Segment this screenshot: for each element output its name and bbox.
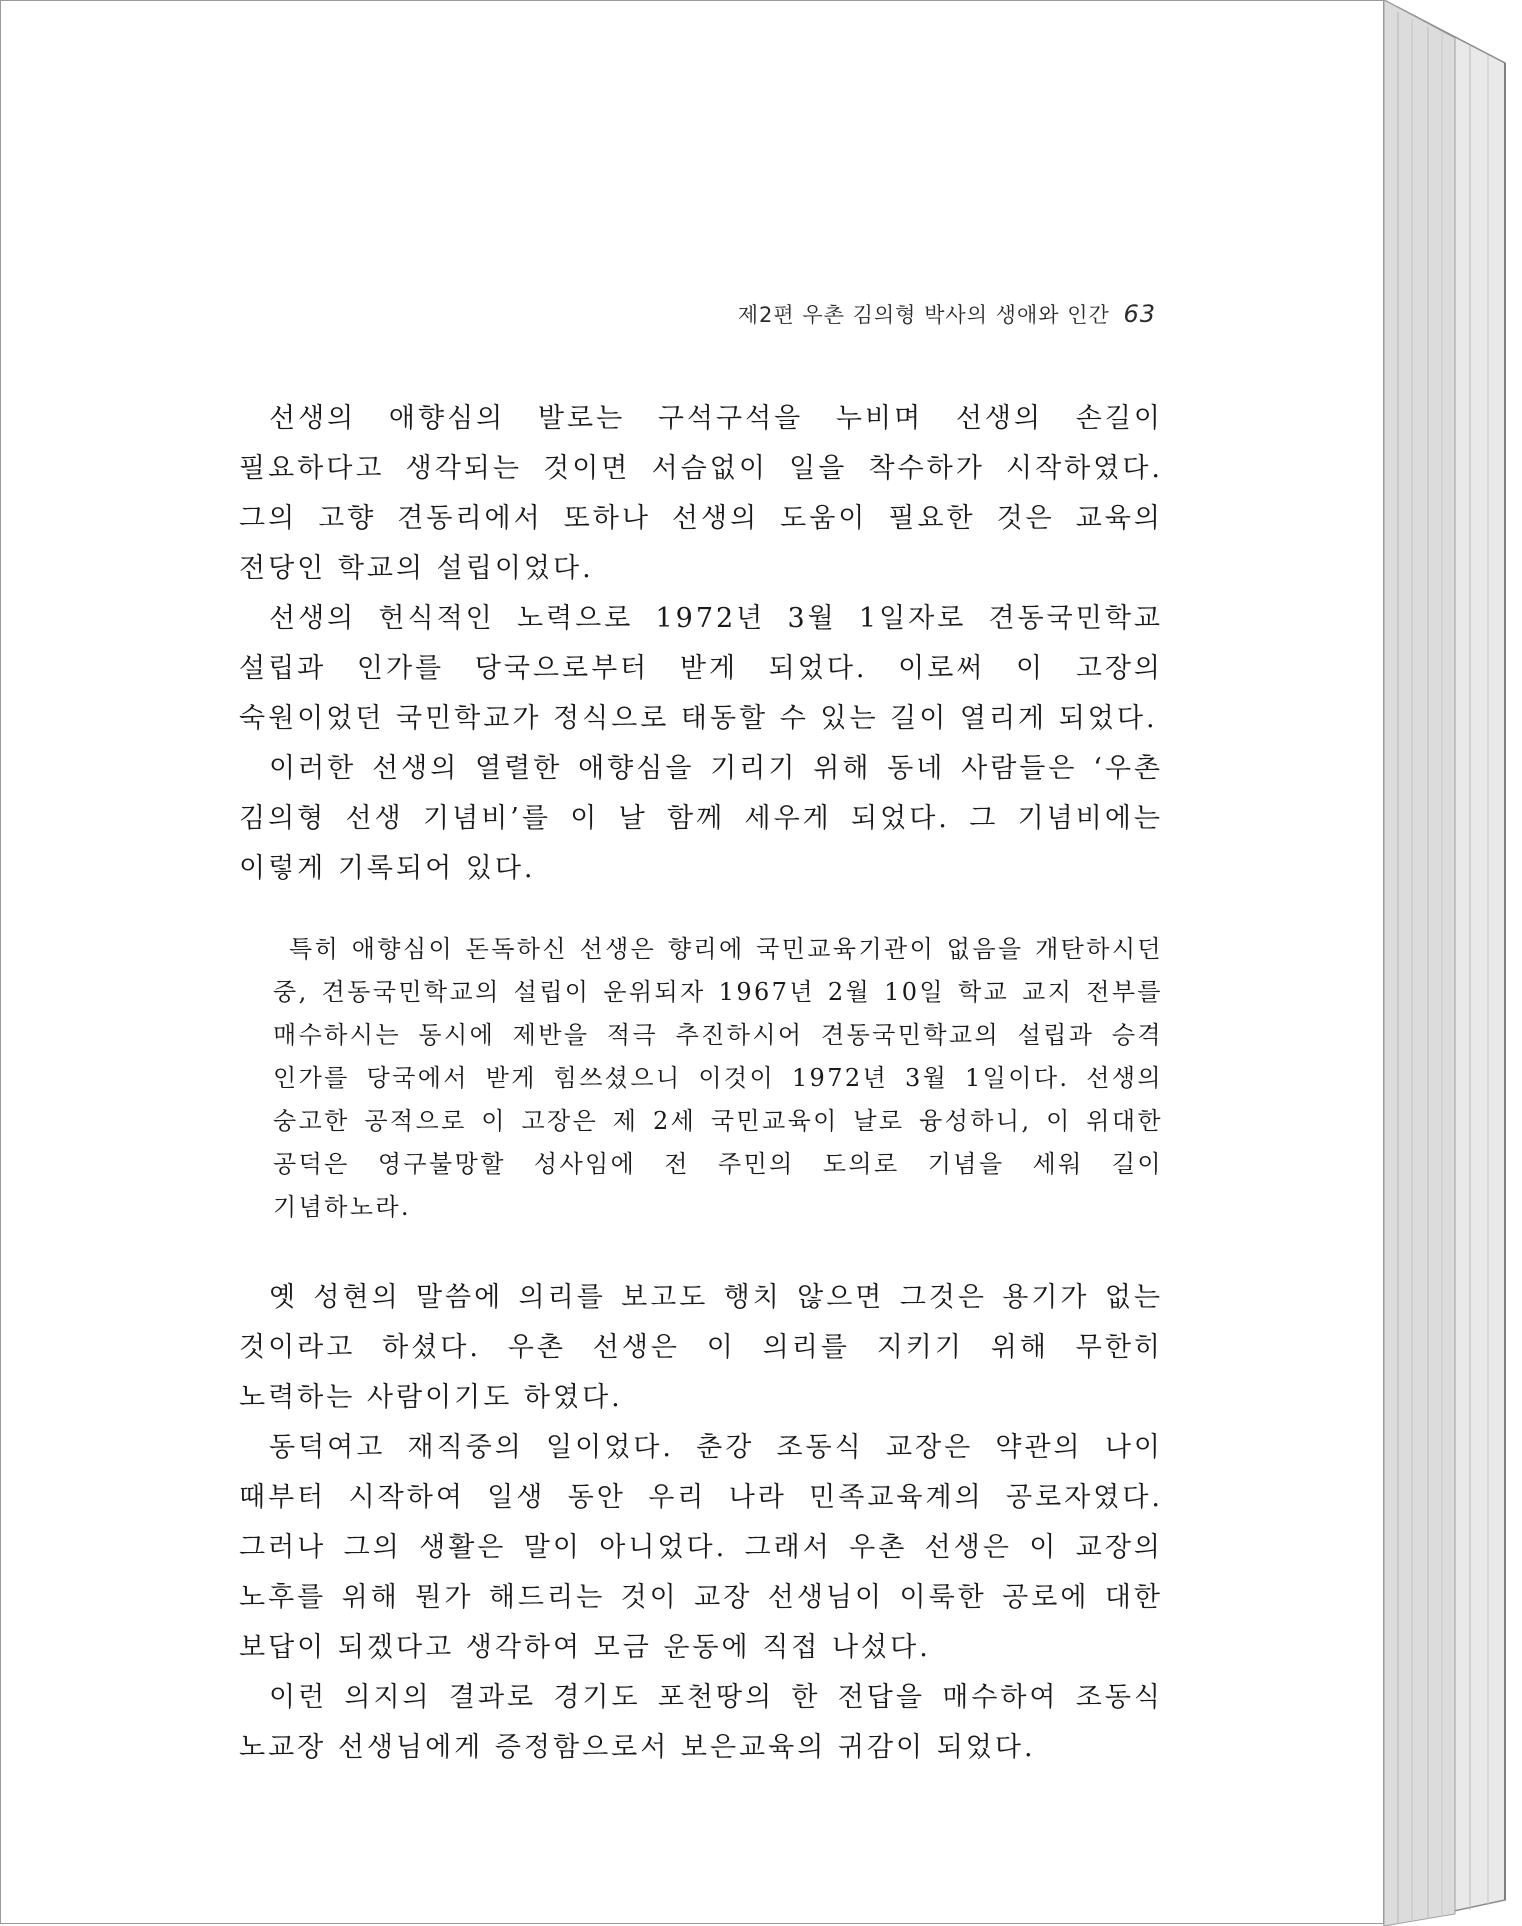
page-number: 63 (1123, 300, 1156, 328)
paragraph-1: 선생의 애향심의 발로는 구석구석을 누비며 선생의 손길이 필요하다고 생각되는 것이면 서슴없이 일을 착수하가 시작하였다. 그의 고향 견동리에서 또하나 선생의 도움이 필요한 것은 교육의 전당인 학교의 설립이었다. (239, 403, 1163, 584)
paragraph-6: 이런 의지의 결과로 경기도 포천땅의 한 전답을 매수하여 조동식 노교장 선생님에게 증정함으로서 보은교육의 귀감이 되었다. (239, 1682, 1163, 1763)
paragraph-5: 동덕여고 재직중의 일이었다. 춘강 조동식 교장은 약관의 나이 때부터 시작하여 일생 동안 우리 나라 민족교육계의 공로자였다. 그러나 그의 생활은 말이 아니었다. 그래서 우촌 선생은 이 교장의 노후를 위해 뭔가 해드리는 것이 교장 선생님이 이룩한 공로에 대한 보답이 되겠다고 생각하여 모금 운동에 직접 나섰다. (239, 1432, 1163, 1663)
paragraph-3: 이러한 선생의 열렬한 애향심을 기리기 위해 동네 사람들은 ‘우촌 김의형 선생 기념비’를 이 날 함께 세우게 되었다. 그 기념비에는 이렇게 기록되어 있다. (239, 753, 1163, 884)
running-title: 제2편 우촌 김의형 박사의 생애와 인간 (737, 303, 1110, 327)
paragraph-2: 선생의 헌식적인 노력으로 1972년 3월 1일자로 견동국민학교 설립과 인가를 당국으로부터 받게 되었다. 이로써 이 고장의 숙원이었던 국민학교가 정식으로 태동할 수 있는 길이 열리게 되었다. (239, 603, 1163, 734)
running-header (1, 299, 1156, 329)
paragraph-4: 옛 성현의 말씀에 의리를 보고도 행치 않으면 그것은 용기가 없는 것이라고 하셨다. 우촌 선생은 이 의리를 지키기 위해 무한히 노력하는 사람이기도 하였다. (239, 1282, 1163, 1413)
body-text (239, 394, 1163, 1773)
memorial-inscription-quote: 특히 애향심이 돈독하신 선생은 향리에 국민교육기관이 없음을 개탄하시던 중, 견동국민학교의 설립이 운위되자 1967년 2월 10일 학교 교지 전부를 매수하시는 동시에 제반을 적극 추진하시어 견동국민학교의 설립과 승격 인가를 당국에서 받게 힘쓰셨으니 이것이 1972년 3월 1일이다. 선생의 숭고한 공적으로 이 고장은 제 2세 국민교육이 날로 융성하니, 이 위대한 공덕은 영구불망할 성사임에 전 주민의 도의로 기념을 세워 길이 기념하노라. (273, 935, 1163, 1221)
